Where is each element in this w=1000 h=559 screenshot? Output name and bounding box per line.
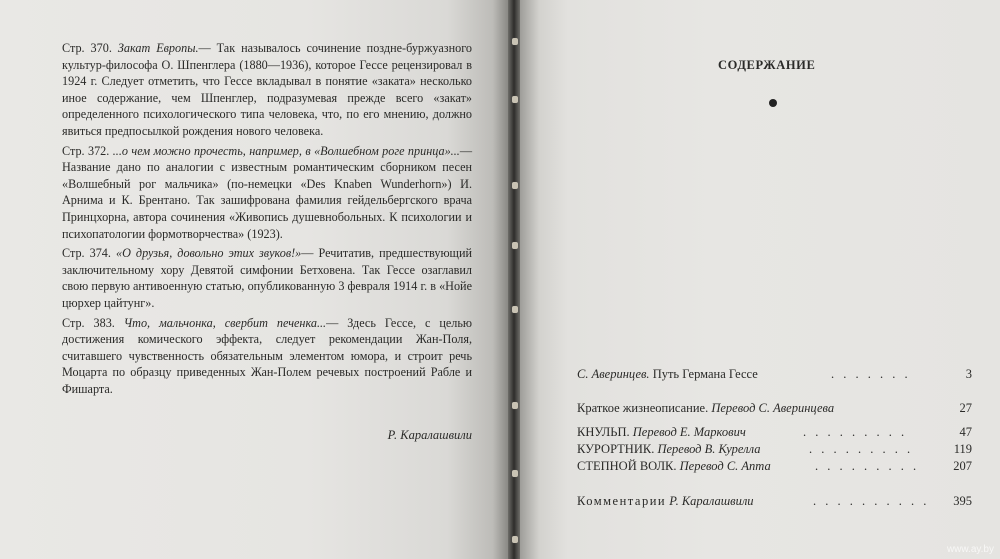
toc-entry xyxy=(577,400,972,417)
binding-thread xyxy=(512,470,518,477)
toc-leader: . . . . . . . . . . xyxy=(813,494,930,508)
toc-page: 395 xyxy=(953,494,972,508)
toc-translator: Перевод Е. Маркович xyxy=(632,425,746,439)
toc-translator: Перевод С. Апта xyxy=(679,459,771,473)
note-ref: Стр. 383. xyxy=(62,315,115,330)
toc-entry xyxy=(577,493,972,510)
toc-leader: . . . . . . . . . xyxy=(809,442,914,456)
toc-page: 207 xyxy=(953,459,972,473)
toc-translator: Перевод С. Аверинцева xyxy=(711,401,835,415)
note-title: ...о чем можно прочесть, например, в «Волшебном роге принца»... xyxy=(112,143,460,158)
toc-translator: Перевод В. Курелла xyxy=(657,442,761,456)
note-text: — Так называлось сочинение поздне-буржуазного культур-философа О. Шпенглера (1880—1936), которое Гессе рецензировал в 1924 г. Следует отметить, что Гессе вкладывал в понятие «заката» несколько иное содержание, чем Шпенглер, подразумевая прежде всего «закат» определенного психологического типа человека, что, по его мнению, должно явиться предпосылкой рождения нового человека. xyxy=(62,41,472,138)
toc-leader: . . . . . . . xyxy=(831,367,911,381)
watermark: www.ay.by xyxy=(946,544,994,555)
toc-title: КУРОРТНИК. xyxy=(577,442,655,456)
note-374 xyxy=(62,245,472,311)
note-text: — Речитатив, предшествующий заключительному хору Девятой симфонии Бетховена. Так Гессе озаглавил свою первую антивоенную статью, опубликованную 3 февраля 1914 г. в «Нойе цюрхер цайтунг». xyxy=(62,246,472,310)
binding-thread xyxy=(512,242,518,249)
note-text: — Здесь Гессе, с целью достижения комического эффекта, следует рекомендации Жан-Поля, считавшего чувственность обязательным элементом юмора, и строит речь Моцарта по образцу приведенных Жан-Полем речевых построений Рабле и Фишарта. xyxy=(62,315,473,396)
signature: Р. Каралашвили xyxy=(387,428,472,442)
bullet-ornament xyxy=(769,99,777,107)
note-370 xyxy=(62,40,472,140)
toc-leader: . . . . . . . . . xyxy=(815,459,920,473)
toc-leader: . . . . . . . . . xyxy=(803,425,908,439)
toc-title: СТЕПНОЙ ВОЛК. xyxy=(577,459,677,473)
toc-translator: Р. Каралашвили xyxy=(669,494,754,508)
commentary-notes xyxy=(62,40,472,400)
toc-author: С. Аверинцев. xyxy=(577,367,650,381)
toc-page: 47 xyxy=(959,425,972,439)
note-title: «О друзья, довольно этих звуков!» xyxy=(115,246,302,261)
binding-thread xyxy=(512,306,518,313)
note-title: Что, мальчонка, свербит печенка... xyxy=(123,315,327,330)
toc-page: 119 xyxy=(953,442,972,456)
note-title: Закат Европы. xyxy=(117,41,199,55)
binding-thread xyxy=(512,536,518,543)
toc-entry xyxy=(577,366,972,383)
binding-thread xyxy=(512,38,518,45)
note-372 xyxy=(62,143,472,243)
note-text: — Название дано по аналогии с известным романтическим сборником песен «Волшебный рог мальчика» (по-немецки «Des Knaben Wunderhorn») И. Арнима и К. Брентано. Так зашифрована фамилия гейдельбергского врача Принцхорна, автора сочинения «Живопись душевнобольных. К психологии и психопатологии формотворчества» (1923). xyxy=(62,143,472,241)
toc-title: Комментарии xyxy=(577,494,667,508)
toc-heading: СОДЕРЖАНИЕ xyxy=(718,58,816,72)
toc-title: Краткое жизнеописание. xyxy=(577,401,709,415)
binding-thread xyxy=(512,182,518,189)
note-ref: Стр. 374. xyxy=(62,246,111,261)
right-page xyxy=(520,0,1000,559)
toc-title: Путь Германа Гессе xyxy=(652,367,758,381)
binding-thread xyxy=(512,402,518,409)
toc-entry xyxy=(577,458,972,475)
note-ref: Стр. 372. xyxy=(62,143,110,158)
binding-thread xyxy=(512,96,518,103)
note-383 xyxy=(62,315,472,398)
toc-entry xyxy=(577,441,972,458)
toc-entry xyxy=(577,424,972,441)
note-ref: Стр. 370. xyxy=(62,41,112,55)
toc-title: КНУЛЬП. xyxy=(577,425,630,439)
toc-page: 3 xyxy=(965,367,972,381)
toc-page: 27 xyxy=(959,401,972,415)
